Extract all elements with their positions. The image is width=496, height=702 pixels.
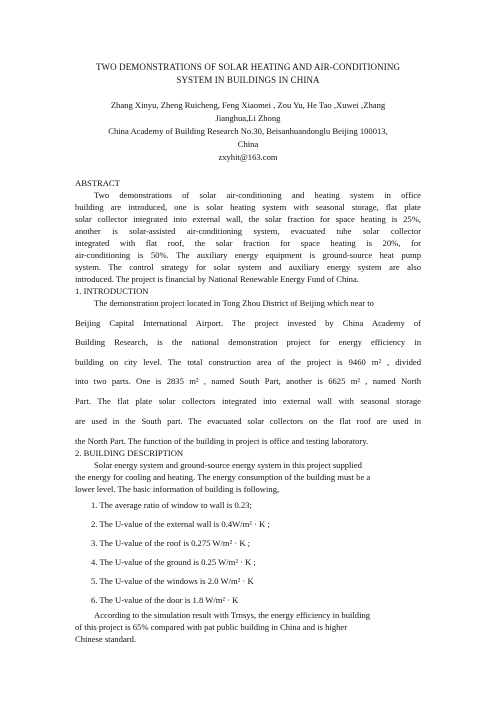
section-2-line: the energy for cooling and heating. The energy consumption of the building must be a (75, 472, 371, 482)
section-1-line: into two parts. One is 2835 m² , named South Part, another is 6625 m² , named North (75, 376, 421, 386)
building-info-item: 5. The U-value of the windows is 2.0 W/m² · K (91, 576, 254, 586)
section-1-line: are used in the South part. The evacuated solar collectors on the flat roof are used in (75, 416, 421, 426)
building-info-item: 4. The U-value of the ground is 0.25 W/m² · K ; (91, 557, 256, 567)
abstract-heading: ABSTRACT (75, 178, 120, 188)
abstract-line: another is solar-assisted air-conditioning system, evacuated tube solar collector (75, 226, 421, 236)
abstract-line: system. The control strategy for solar system and auxiliary energy system are also (75, 262, 421, 272)
section-1-line: Beijing Capital International Airport. The project invested by China Academy of (75, 318, 421, 328)
author-email: zxyhit@163.com (218, 152, 278, 162)
section-2-heading: 2. BUILDING DESCRIPTION (75, 448, 184, 458)
building-info-item: 2. The U-value of the external wall is 0.4W/m² · K ; (91, 519, 270, 529)
closing-line: of this project is 65% compared with pat public building in China and is higher (75, 622, 348, 632)
affiliation-line-1: China Academy of Building Research No.30, Beisanhuandonglu Beijing 100013, (108, 126, 388, 136)
paper-title-line-1: TWO DEMONSTRATIONS OF SOLAR HEATING AND AIR-CONDITIONING (95, 62, 401, 72)
building-info-item: 3. The U-value of the roof is 0.275 W/m² · K ; (91, 538, 251, 548)
section-1-line: Building Research, is the national demonstration project for energy efficiency in (75, 337, 421, 347)
authors-line-1: Zhang Xinyu, Zheng Ruicheng, Feng Xiaomei , Zou Yu, He Tao ,Xuwei ,Zhang (110, 100, 386, 110)
closing-line: Chinese standard. (75, 634, 137, 644)
abstract-line: building are introduced, one is solar heating system with seasonal storage, flat plate (75, 202, 421, 212)
building-info-item: 1. The average ratio of window to wall is 0.23; (91, 500, 252, 510)
section-1-line: Part. The flat plate solar collectors integrated into external wall with seasonal storage (75, 396, 421, 406)
abstract-line: solar collector integrated into external wall, the solar fraction for space heating is 25%, (75, 214, 421, 224)
paper-title-line-2: SYSTEM IN BUILDINGS IN CHINA (176, 75, 320, 85)
section-1-line: The demonstration project located in Tong Zhou District of Beijing which near to (94, 298, 374, 308)
section-1-line: the North Part. The function of the building in project is office and testing laboratory. (75, 436, 369, 446)
abstract-line: air-conditioning is 50%. The auxiliary energy equipment is ground-source heat pump (75, 250, 421, 260)
affiliation-line-2: China (237, 139, 259, 149)
abstract-line: Two demonstrations of solar air-conditioning and heating system in office (94, 190, 421, 200)
section-1-heading: 1. INTRODUCTION (75, 286, 149, 296)
authors-line-2: Jianghua,Li Zhong (215, 113, 281, 123)
section-2-line: lower level. The basic information of building is following, (75, 484, 280, 494)
building-info-item: 6. The U-value of the door is 1.8 W/m² · K (91, 595, 239, 605)
abstract-line: integrated with flat roof, the solar fraction for space heating is 20%, for (75, 238, 421, 248)
section-1-line: building on city level. The total construction area of the project is 9460 m² , divided (75, 357, 421, 367)
closing-line: According to the simulation result with Trnsys, the energy efficiency in building (94, 610, 371, 620)
section-2-line: Solar energy system and ground-source energy system in this project supplied (94, 460, 362, 470)
abstract-line: introduced. The project is financial by National Renewable Energy Fund of China. (75, 274, 359, 284)
